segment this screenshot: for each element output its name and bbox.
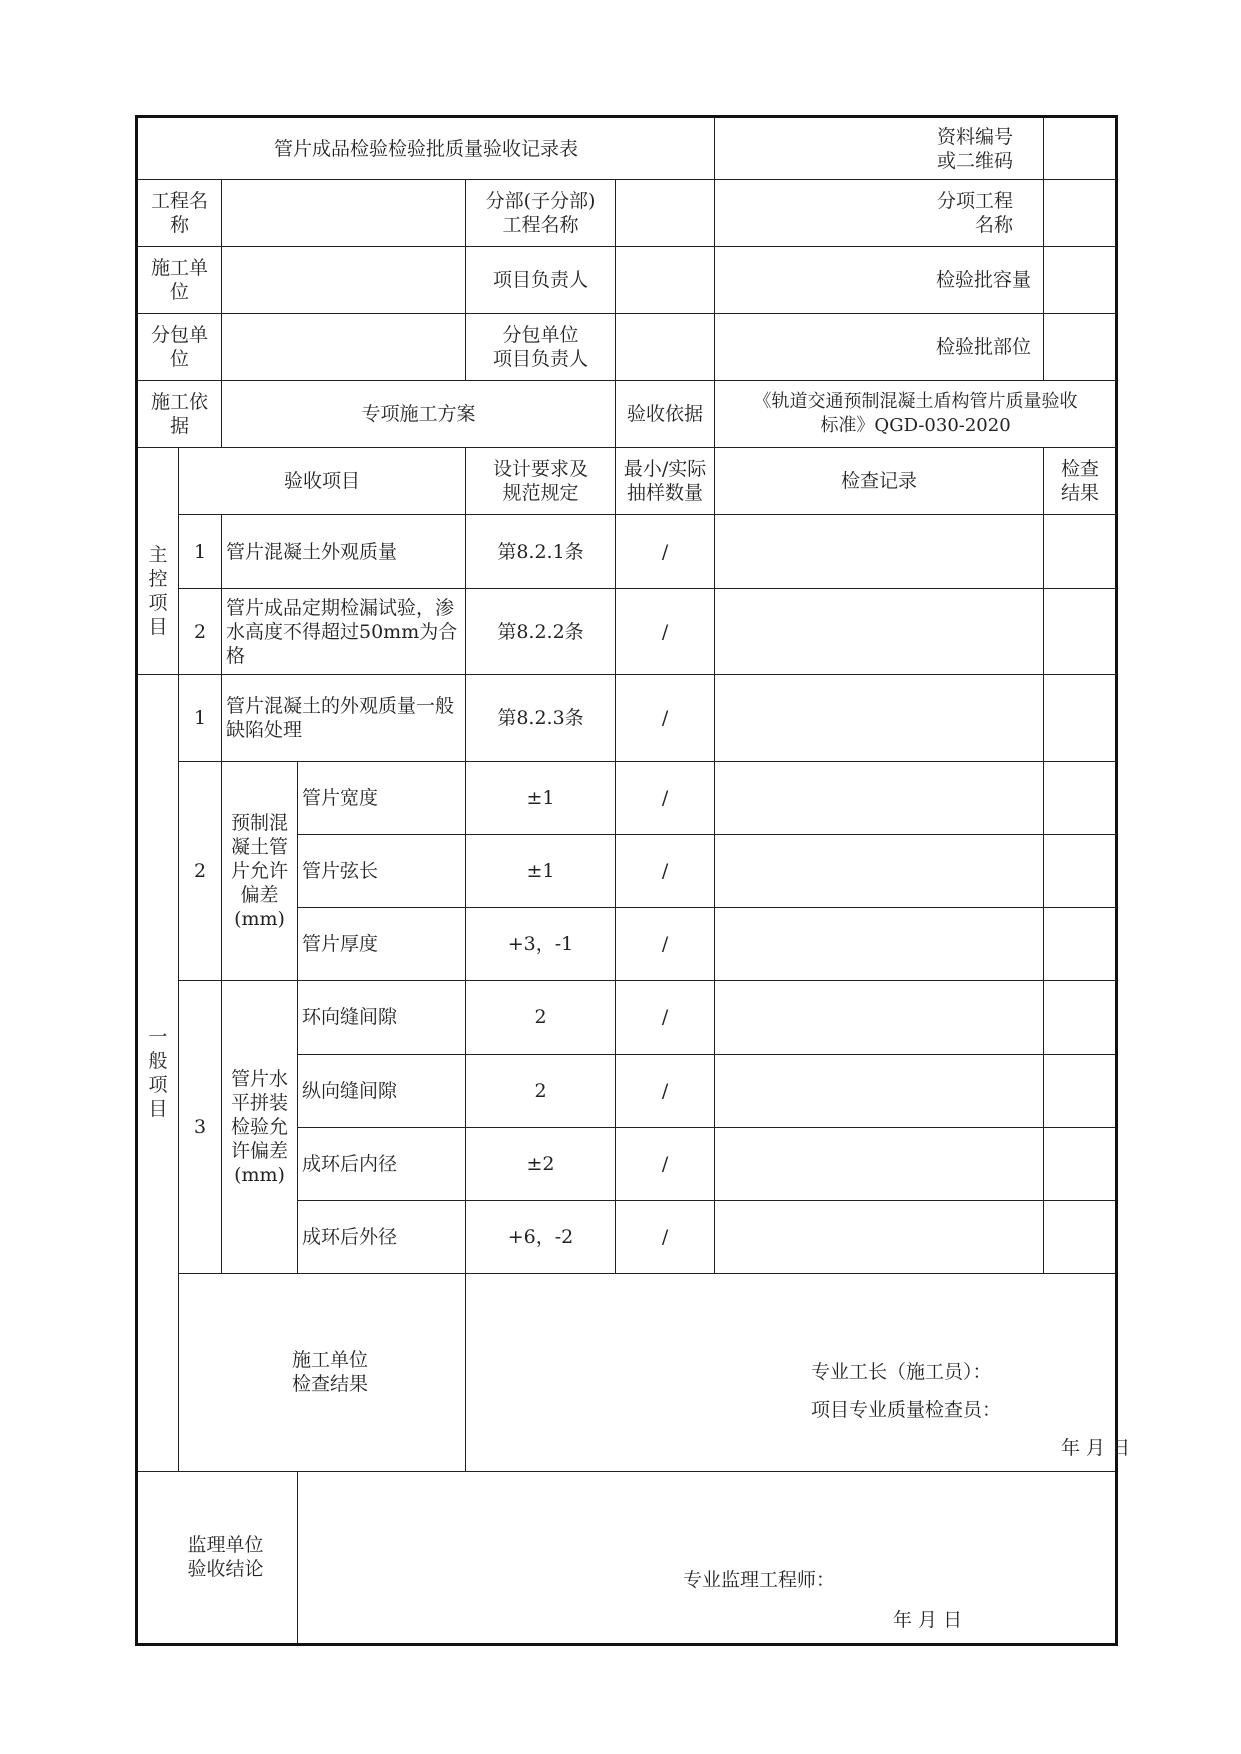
col-header-result-line-2: 结果 [1061, 482, 1100, 505]
tolerance-item-name: 管片弦长 [298, 835, 466, 908]
tolerance-item-requirement: ±1 [466, 835, 616, 908]
assembly-item-name: 成环后外径 [298, 1200, 466, 1273]
main-control-label-line-1: 主 [148, 544, 168, 567]
main-item-result[interactable] [1044, 589, 1117, 675]
assembly-group-label-line-5: (mm) [234, 1164, 285, 1187]
general-label [137, 675, 179, 1472]
tolerance-group-label-line-2: 凝土管 [230, 836, 288, 859]
supervisor-conclusion-label-line-1: 监理单位 [187, 1534, 264, 1557]
subitem-value[interactable] [1044, 180, 1117, 247]
quality-inspector-signature-label: 项目专业质量检查员： [811, 1398, 1002, 1421]
general-item-no: 1 [179, 675, 222, 762]
main-item-no: 2 [179, 589, 222, 675]
col-header-result-line-1: 检查 [1061, 458, 1100, 481]
tolerance-group-label-line-3: 片允许 [230, 860, 288, 883]
construction-basis-label: 施工依据 [137, 381, 222, 448]
tolerance-item-result[interactable] [1044, 835, 1117, 908]
supervisor-conclusion-label-line-2: 验收结论 [187, 1558, 264, 1581]
general-item-no: 3 [179, 981, 222, 1273]
general-item-name-line-1: 管片混凝土的外观质量一般 [226, 695, 455, 718]
contractor-value[interactable] [222, 247, 466, 314]
assembly-group-label [222, 981, 298, 1273]
form-title: 管片成品检验检验批质量验收记录表 [137, 117, 715, 180]
contractor-date-label: 年 月 日 [1061, 1436, 1131, 1459]
subcontractor-label: 分包单位 [137, 314, 222, 381]
assembly-item-record[interactable] [715, 1200, 1044, 1273]
project-name-label: 工程名称 [137, 180, 222, 247]
project-manager-label: 项目负责人 [466, 247, 616, 314]
subitem-label [715, 180, 1044, 247]
col-header-sample-line-1: 最小/实际 [623, 458, 707, 481]
supervisor-conclusion-area[interactable] [298, 1471, 1117, 1644]
sub-manager-label [466, 314, 616, 381]
supervisor-conclusion-label [137, 1471, 298, 1644]
tolerance-item-result[interactable] [1044, 908, 1117, 981]
main-item-result[interactable] [1044, 515, 1117, 589]
general-label-line-3: 项 [148, 1074, 168, 1097]
general-label-line-1: 一 [148, 1026, 168, 1049]
division-label-line-1: 分部(子分部) [485, 190, 596, 213]
assembly-item-sample: / [616, 1127, 715, 1200]
project-manager-value[interactable] [616, 247, 715, 314]
general-item-name [222, 675, 466, 762]
main-control-label-line-2: 控 [148, 568, 168, 591]
main-control-label-line-3: 项 [148, 592, 168, 615]
assembly-item-sample: / [616, 1054, 715, 1127]
assembly-item-requirement: 2 [466, 1054, 616, 1127]
doc-number-value[interactable] [1044, 117, 1117, 180]
tolerance-item-name: 管片宽度 [298, 762, 466, 835]
main-item-record[interactable] [715, 515, 1044, 589]
tolerance-item-requirement: ±1 [466, 762, 616, 835]
main-item-sample: / [616, 515, 715, 589]
batch-capacity-label: 检验批容量 [715, 247, 1044, 314]
tolerance-item-sample: / [616, 835, 715, 908]
assembly-item-record[interactable] [715, 1054, 1044, 1127]
batch-location-label: 检验批部位 [715, 314, 1044, 381]
general-item-requirement: 第8.2.3条 [466, 675, 616, 762]
col-header-sample-line-2: 抽样数量 [627, 482, 704, 505]
assembly-item-name: 环向缝间隙 [298, 981, 466, 1054]
main-control-label [137, 448, 179, 675]
doc-number-label-line-2: 或二维码 [937, 149, 1014, 172]
main-item-record[interactable] [715, 589, 1044, 675]
col-header-requirement-line-1: 设计要求及 [492, 458, 588, 481]
main-item-name [222, 589, 466, 675]
col-header-item: 验收项目 [179, 448, 466, 515]
tolerance-item-sample: / [616, 762, 715, 835]
tolerance-group-label-line-1: 预制混 [230, 812, 288, 835]
tolerance-group-label-line-4: 偏差 [240, 884, 279, 907]
assembly-group-label-line-3: 检验允 [230, 1116, 288, 1139]
subcontractor-value[interactable] [222, 314, 466, 381]
acceptance-record-table [135, 115, 1131, 1646]
col-header-record: 检查记录 [715, 448, 1044, 515]
assembly-item-result[interactable] [1044, 1127, 1117, 1200]
tolerance-group-label-line-5: (mm) [234, 908, 285, 931]
contractor-check-label-line-1: 施工单位 [291, 1349, 368, 1372]
acceptance-basis-value-line-2: 标准》QGD-030-2020 [820, 415, 1011, 437]
doc-number-label-line-1: 资料编号 [937, 125, 1014, 148]
main-item-requirement: 第8.2.2条 [466, 589, 616, 675]
col-header-requirement [466, 448, 616, 515]
acceptance-basis-label: 验收依据 [616, 381, 715, 448]
main-item-name-line-1: 管片成品定期检漏试验，渗 [226, 596, 455, 619]
col-header-result [1044, 448, 1117, 515]
assembly-item-requirement: ±2 [466, 1127, 616, 1200]
general-item-sample: / [616, 675, 715, 762]
assembly-item-sample: / [616, 981, 715, 1054]
assembly-item-sample: / [616, 1200, 715, 1273]
assembly-item-record[interactable] [715, 981, 1044, 1054]
contractor-check-label-line-2: 检查结果 [291, 1373, 368, 1396]
main-item-name-line-2: 水高度不得超过50mm为合格 [226, 620, 458, 667]
main-item-name: 管片混凝土外观质量 [222, 515, 466, 589]
division-value[interactable] [616, 180, 715, 247]
tolerance-item-result[interactable] [1044, 762, 1117, 835]
general-item-result[interactable] [1044, 675, 1117, 762]
project-name-value[interactable] [222, 180, 466, 247]
assembly-item-requirement: 2 [466, 981, 616, 1054]
sub-manager-value[interactable] [616, 314, 715, 381]
general-label-line-4: 目 [148, 1098, 168, 1121]
assembly-item-name: 成环后内径 [298, 1127, 466, 1200]
general-label-line-2: 般 [148, 1050, 168, 1073]
batch-capacity-value[interactable] [1044, 247, 1117, 314]
main-item-no: 1 [179, 515, 222, 589]
contractor-label: 施工单位 [137, 247, 222, 314]
general-item-record[interactable] [715, 675, 1044, 762]
tolerance-group-label [222, 762, 298, 981]
general-item-no: 2 [179, 762, 222, 981]
batch-location-value[interactable] [1044, 314, 1117, 381]
assembly-item-result[interactable] [1044, 981, 1117, 1054]
supervisor-date-label: 年 月 日 [893, 1608, 963, 1631]
acceptance-basis-value-line-1: 《轨道交通预制混凝土盾构管片质量验收 [753, 391, 1078, 413]
division-label-line-2: 工程名称 [502, 214, 579, 237]
general-item-name-line-2: 缺陷处理 [226, 719, 303, 742]
doc-number-label [715, 117, 1044, 180]
assembly-item-requirement: +6，-2 [466, 1200, 616, 1273]
supervising-engineer-signature-label: 专业监理工程师： [683, 1568, 836, 1591]
main-item-requirement: 第8.2.1条 [466, 515, 616, 589]
subitem-label-line-1: 分项工程 [937, 190, 1014, 213]
tolerance-item-requirement: +3，-1 [466, 908, 616, 981]
assembly-group-label-line-4: 许偏差 [230, 1140, 288, 1163]
assembly-item-result[interactable] [1044, 1054, 1117, 1127]
col-header-sample [616, 448, 715, 515]
assembly-item-name: 纵向缝间隙 [298, 1054, 466, 1127]
construction-basis-value: 专项施工方案 [222, 381, 616, 448]
sub-manager-label-line-2: 项目负责人 [492, 348, 588, 371]
col-header-requirement-line-2: 规范规定 [502, 482, 579, 505]
tolerance-item-name: 管片厚度 [298, 908, 466, 981]
acceptance-basis-value [715, 381, 1117, 448]
assembly-item-result[interactable] [1044, 1200, 1117, 1273]
main-item-sample: / [616, 589, 715, 675]
division-label [466, 180, 616, 247]
subitem-label-line-2: 名称 [975, 214, 1014, 237]
contractor-check-label [179, 1273, 466, 1471]
main-control-label-line-4: 目 [148, 616, 168, 639]
assembly-item-record[interactable] [715, 1127, 1044, 1200]
assembly-group-label-line-1: 管片水 [230, 1068, 288, 1091]
contractor-check-area[interactable] [466, 1273, 1131, 1471]
sub-manager-label-line-1: 分包单位 [502, 324, 579, 347]
foreman-signature-label: 专业工长（施工员）： [811, 1360, 992, 1383]
assembly-group-label-line-2: 平拼装 [230, 1092, 288, 1115]
tolerance-item-sample: / [616, 908, 715, 981]
tolerance-item-record[interactable] [715, 908, 1044, 981]
tolerance-item-record[interactable] [715, 762, 1044, 835]
tolerance-item-record[interactable] [715, 835, 1044, 908]
